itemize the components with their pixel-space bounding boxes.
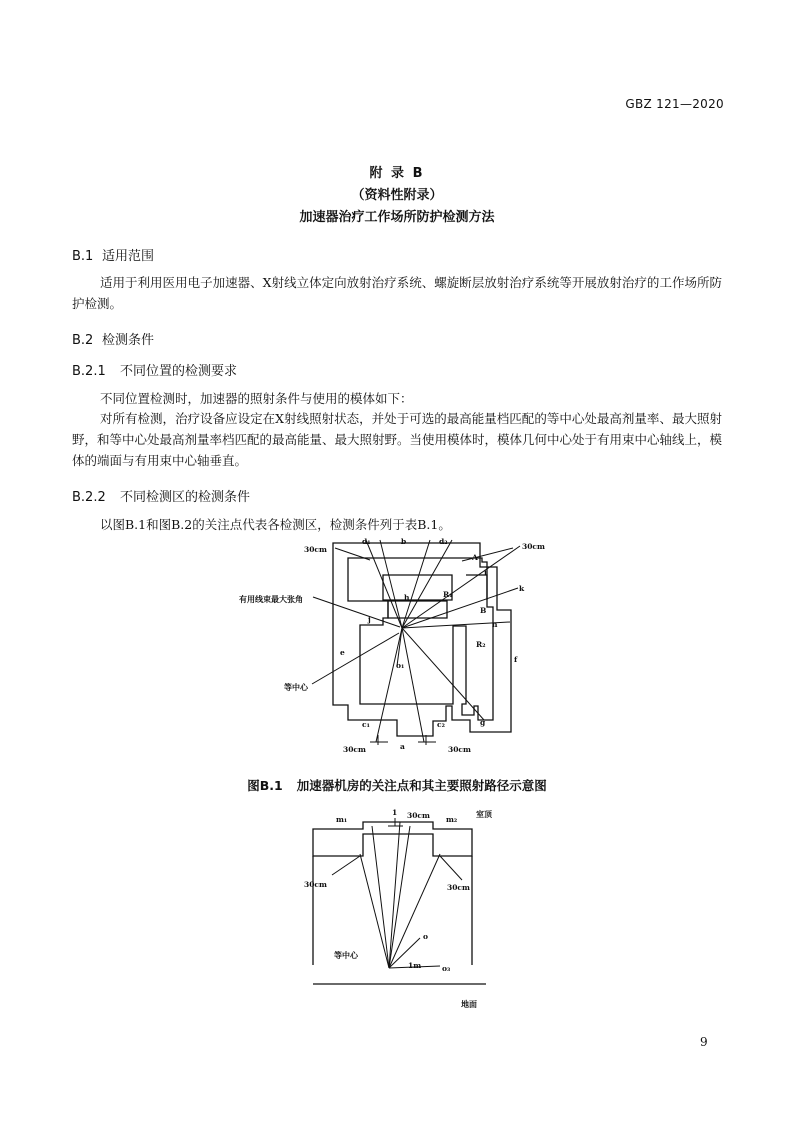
label-c2: c₂ — [437, 720, 445, 729]
label-30cm: 30cm — [407, 811, 430, 820]
beam-paths — [312, 540, 520, 742]
label-isocenter: 等中心 — [334, 950, 358, 960]
appendix-nature: （资料性附录） — [351, 188, 443, 203]
paragraph-b1: 适用于利用医用电子加速器、X射线立体定向放射治疗系统、螺旋断层放射治疗系统等开展放射治疗的工作场所防护检测。 — [72, 275, 722, 311]
label-n: n — [492, 620, 498, 629]
label-isocenter: 等中心 — [284, 682, 308, 692]
label-o1: o₁ — [396, 661, 405, 670]
label-30cm: 30cm — [522, 542, 545, 551]
label-j: j — [368, 615, 371, 624]
label-a: a — [400, 742, 405, 751]
label-R2: R₂ — [476, 640, 486, 649]
label-30cm: 30cm — [448, 745, 471, 754]
label-k: k — [519, 584, 525, 593]
label-floor: 地面 — [461, 999, 477, 1009]
label-d1: d₁ — [362, 537, 371, 546]
label-o3: o₃ — [442, 964, 451, 973]
label-30cm: 30cm — [343, 745, 366, 754]
section-title: 不同检测区的检测条件 — [120, 490, 251, 505]
label-c1: c₁ — [362, 720, 370, 729]
label-R1: R₁ — [443, 590, 453, 599]
roof-beam-paths — [332, 818, 462, 968]
label-e: e — [340, 648, 345, 657]
label-m1: m₁ — [336, 815, 348, 824]
section-title: 适用范围 — [102, 249, 155, 264]
label-30cm: 30cm — [304, 880, 327, 889]
label-1m: 1m — [408, 961, 422, 970]
label-1: 1 — [392, 808, 398, 817]
label-30cm: 30cm — [447, 883, 470, 892]
label-h: h — [404, 593, 410, 602]
appendix-label: 附 录 B — [369, 166, 425, 181]
label-d2: d₂ — [439, 537, 448, 546]
label-B: B — [480, 606, 487, 615]
label-A: A — [472, 553, 478, 562]
label-b: b — [401, 537, 407, 546]
label-m2: m₂ — [446, 815, 458, 824]
paragraph-b21-1: 不同位置检测时，加速器的照射条件与使用的模体如下： — [100, 391, 413, 406]
section-number: B.1 — [72, 249, 94, 264]
label-roof: 室顶 — [476, 809, 492, 819]
section-number: B.2.2 — [72, 490, 106, 505]
section-number: B.2 — [72, 333, 94, 348]
caption-text: 加速器机房的关注点和其主要照射路径示意图 — [296, 778, 547, 793]
section-number: B.2.1 — [72, 364, 106, 379]
appendix-title: 加速器治疗工作场所防护检测方法 — [299, 210, 495, 225]
label-30cm: 30cm — [304, 545, 327, 554]
figure-b1-caption — [0, 776, 794, 794]
caption-number: 图B.1 — [247, 778, 283, 793]
label-i: i — [484, 568, 487, 577]
section-title: 不同位置的检测要求 — [120, 364, 238, 379]
label-o: o — [423, 932, 429, 941]
label-beam-max-angle: 有用线束最大张角 — [239, 594, 303, 604]
section-title: 检测条件 — [102, 333, 155, 348]
standard-number: GBZ 121—2020 — [625, 97, 724, 111]
page-number: 9 — [700, 1035, 708, 1049]
paragraph-b22: 以图B.1和图B.2的关注点代表各检测区，检测条件列于表B.1。 — [100, 517, 451, 532]
paragraph-b21-2: 对所有检测，治疗设备应设定在X射线照射状态，并处于可选的最高能量档匹配的等中心处最高剂量率、最大照射野，和等中心处最高剂量率档匹配的最高能量、最大照射野。当使用模体时，模体几何中心处于有用束中心轴线上，模体的端面与有用束中心轴垂直。 — [72, 411, 723, 468]
label-g: g — [480, 718, 486, 727]
label-f: f — [514, 655, 518, 664]
